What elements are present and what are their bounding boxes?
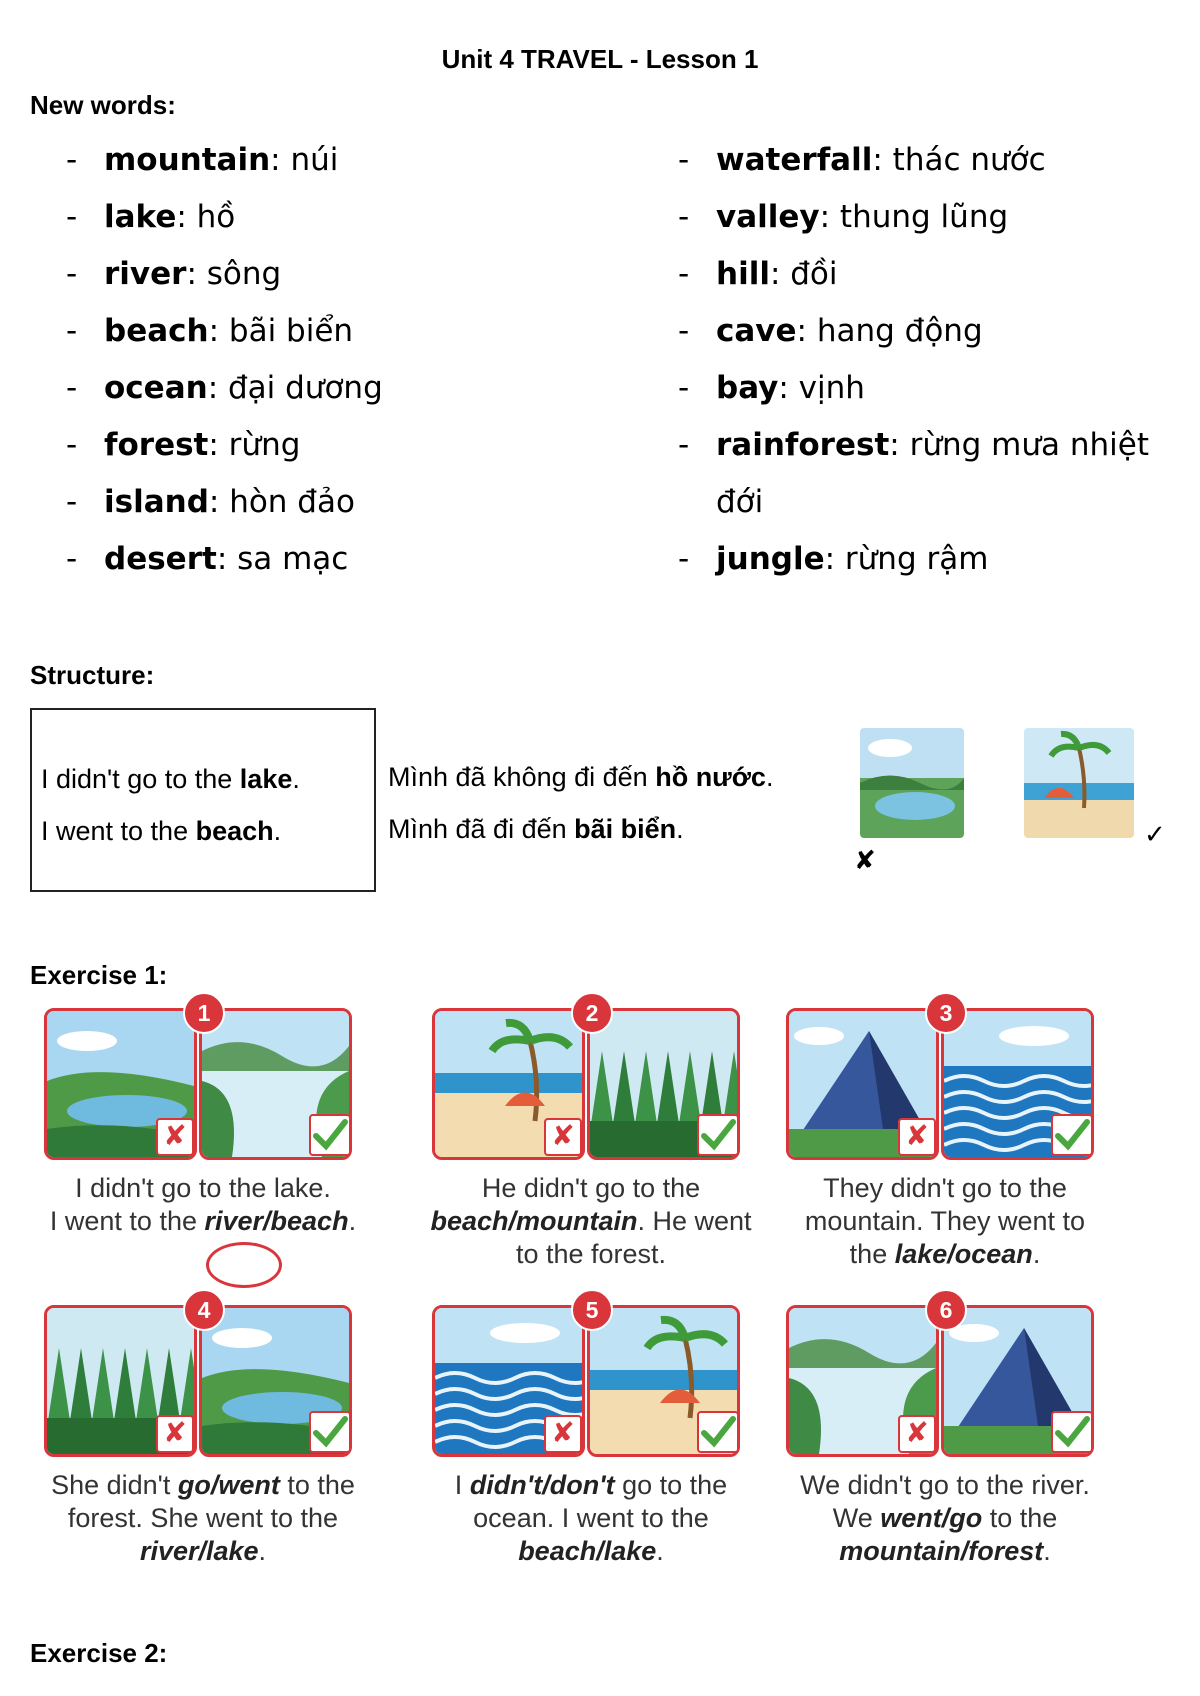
vocab-word: bay <box>716 370 779 406</box>
bullet-dash: - <box>66 199 78 235</box>
answer-choice[interactable]: didn't/don't <box>469 1470 615 1500</box>
answer-choice[interactable]: beach/mountain <box>430 1206 638 1236</box>
structure-box <box>30 708 376 892</box>
vocab-meaning: : sông <box>186 256 282 292</box>
bullet-dash: - <box>66 370 78 406</box>
check-icon <box>697 1411 739 1453</box>
bullet-dash: - <box>678 199 690 235</box>
vocab-item-jungle <box>678 541 988 577</box>
vocab-item-bay <box>678 370 865 406</box>
vocab-item-waterfall <box>678 142 1046 178</box>
caption-text: . He went <box>637 1206 752 1236</box>
structure-vi-line1: Mình đã không đi đến hồ nước. <box>388 762 774 792</box>
vocab-item-rainforest <box>678 427 1149 463</box>
vocab-word: ocean <box>104 370 208 406</box>
vocab-word: waterfall <box>716 142 873 178</box>
bullet-dash: - <box>678 370 690 406</box>
caption-line <box>775 1535 1115 1568</box>
bullet-dash: - <box>678 427 690 463</box>
caption-text: go to the <box>614 1470 728 1500</box>
structure-heading: Structure: <box>30 660 155 690</box>
structure-en-line2: I went to the beach. <box>41 816 282 846</box>
caption-line <box>33 1535 373 1568</box>
check-icon <box>697 1114 739 1156</box>
vocab-word: lake <box>104 199 177 235</box>
bullet-dash: - <box>66 484 78 520</box>
page-title: Unit 4 TRAVEL - Lesson 1 <box>441 44 759 74</box>
caption-line <box>421 1502 761 1535</box>
bullet-dash: - <box>66 427 78 463</box>
vocab-word: mountain <box>104 142 271 178</box>
vocab-meaning: : núi <box>270 142 339 178</box>
exercise2-heading: Exercise 2: <box>30 1638 168 1668</box>
answer-circle <box>206 1242 282 1288</box>
caption-text: He didn't go to the <box>481 1173 701 1203</box>
caption-text: the <box>849 1239 895 1269</box>
bullet-dash: - <box>66 142 78 178</box>
caption-text: They didn't go to the <box>823 1173 1067 1203</box>
vocab-meaning: : rừng mưa nhiệt <box>889 427 1149 463</box>
exercise1-heading: Exercise 1: <box>30 960 168 990</box>
answer-choice[interactable]: went/go <box>880 1503 983 1533</box>
caption-line <box>33 1172 373 1205</box>
vocab-item-ocean <box>66 370 383 406</box>
exercise1-card-1 <box>44 1000 362 1160</box>
vocab-meaning: : sa mạc <box>216 541 349 577</box>
vocab-item-river <box>66 256 281 292</box>
caption-line <box>33 1205 373 1238</box>
exercise1-caption-3 <box>775 1172 1115 1271</box>
structure-vi-line2: Mình đã đi đến bãi biển. <box>388 814 684 844</box>
check-icon <box>309 1114 351 1156</box>
beach-thumbnail <box>1024 728 1134 838</box>
caption-line <box>775 1469 1115 1502</box>
exercise1-card-5 <box>432 1297 750 1457</box>
caption-text: We didn't go to the river. <box>800 1470 1090 1500</box>
caption-line <box>775 1238 1115 1271</box>
caption-text: to the <box>279 1470 355 1500</box>
item-number-badge: 6 <box>925 1289 967 1331</box>
exercise1-card-4 <box>44 1297 362 1457</box>
caption-line <box>421 1535 761 1568</box>
item-number-badge: 1 <box>183 992 225 1034</box>
vocab-item-cave <box>678 313 983 349</box>
cross-icon: ✘ <box>156 1118 194 1156</box>
check-icon <box>1051 1411 1093 1453</box>
vocab-meaning: : hồ <box>176 199 236 235</box>
vocab-meaning: : hòn đảo <box>208 484 355 520</box>
cross-icon: ✘ <box>156 1415 194 1453</box>
vocab-word: forest <box>104 427 209 463</box>
caption-line <box>33 1469 373 1502</box>
bullet-dash: - <box>678 541 690 577</box>
bullet-dash: - <box>66 541 78 577</box>
vocab-item-mountain <box>66 142 338 178</box>
vocab-meaning: : đồi <box>769 256 838 292</box>
caption-text: . <box>258 1536 267 1566</box>
vocab-item-forest <box>66 427 300 463</box>
vocab-meaning-continued: đới <box>716 484 764 520</box>
exercise1-caption-6 <box>775 1469 1115 1568</box>
vocab-item-lake <box>66 199 235 235</box>
exercise1-card-6 <box>786 1297 1104 1457</box>
caption-text: . <box>1032 1239 1041 1269</box>
vocab-item-hill <box>678 256 838 292</box>
check-icon <box>309 1411 351 1453</box>
vocab-item-desert <box>66 541 348 577</box>
vocab-word: rainforest <box>716 427 890 463</box>
cross-icon: ✘ <box>544 1415 582 1453</box>
vocab-word: jungle <box>716 541 825 577</box>
caption-line <box>775 1205 1115 1238</box>
bullet-dash: - <box>678 313 690 349</box>
item-number-badge: 3 <box>925 992 967 1034</box>
cross-icon: ✘ <box>898 1118 936 1156</box>
exercise1-caption-1 <box>33 1172 373 1238</box>
caption-text: I <box>454 1470 470 1500</box>
vocab-word: valley <box>716 199 820 235</box>
exercise1-caption-5 <box>421 1469 761 1568</box>
caption-text: We <box>832 1503 881 1533</box>
vocab-meaning: : rừng rậm <box>824 541 989 577</box>
vocab-word: cave <box>716 313 797 349</box>
exercise1-caption-2 <box>421 1172 761 1271</box>
exercise1-card-3 <box>786 1000 1104 1160</box>
caption-text: forest. She went to the <box>67 1503 339 1533</box>
structure-en-line1: I didn't go to the lake. <box>41 764 300 794</box>
caption-text: to the forest. <box>515 1239 667 1269</box>
caption-line <box>421 1469 761 1502</box>
vocab-word: hill <box>716 256 770 292</box>
lake-thumbnail <box>860 728 964 838</box>
caption-line <box>33 1502 373 1535</box>
bullet-dash: - <box>66 256 78 292</box>
cross-mark: ✘ <box>854 846 876 876</box>
vocab-meaning: : thung lũng <box>819 199 1009 235</box>
vocab-word: river <box>104 256 187 292</box>
caption-line <box>421 1205 761 1238</box>
item-number-badge: 4 <box>183 1289 225 1331</box>
vocab-meaning: : bãi biển <box>208 313 354 349</box>
caption-text: ocean. I went to the <box>473 1503 709 1533</box>
answer-choice[interactable]: go/went <box>177 1470 280 1500</box>
caption-text: . <box>656 1536 664 1566</box>
caption-text: I didn't go to the lake. <box>75 1173 331 1203</box>
caption-line <box>775 1502 1115 1535</box>
exercise1-card-2 <box>432 1000 750 1160</box>
bullet-dash: - <box>678 256 690 292</box>
vocab-meaning: : đại dương <box>207 370 383 406</box>
caption-text: She didn't <box>51 1470 178 1500</box>
caption-text: . <box>1043 1536 1051 1566</box>
item-number-badge: 2 <box>571 992 613 1034</box>
answer-choice[interactable]: mountain/forest <box>839 1536 1044 1566</box>
vocab-item-island <box>66 484 355 520</box>
vocab-word: beach <box>104 313 209 349</box>
answer-choice[interactable]: beach/lake <box>518 1536 657 1566</box>
caption-text: I went to the <box>49 1206 205 1236</box>
cross-icon: ✘ <box>544 1118 582 1156</box>
caption-text: to the <box>982 1503 1058 1533</box>
exercise1-caption-4 <box>33 1469 373 1568</box>
caption-line <box>421 1238 761 1271</box>
answer-choice[interactable]: lake/ocean <box>894 1239 1033 1269</box>
caption-line <box>421 1172 761 1205</box>
vocab-item-valley <box>678 199 1008 235</box>
vocab-item-beach <box>66 313 353 349</box>
new-words-heading: New words: <box>30 90 176 120</box>
check-icon <box>1051 1114 1093 1156</box>
caption-text: . <box>348 1206 357 1236</box>
bullet-dash: - <box>678 142 690 178</box>
check-mark: ✓ <box>1144 820 1166 850</box>
cross-icon: ✘ <box>898 1415 936 1453</box>
vocab-meaning: : rừng <box>208 427 301 463</box>
item-number-badge: 5 <box>571 1289 613 1331</box>
caption-line <box>775 1172 1115 1205</box>
vocab-word: desert <box>104 541 217 577</box>
answer-choice[interactable]: river/beach <box>204 1206 349 1236</box>
vocab-word: island <box>104 484 209 520</box>
vocab-meaning: : vịnh <box>778 370 865 406</box>
answer-choice[interactable]: river/lake <box>139 1536 259 1566</box>
caption-text: mountain. They went to <box>804 1206 1086 1236</box>
vocab-meaning: : thác nước <box>872 142 1046 178</box>
vocab-meaning: : hang động <box>796 313 983 349</box>
bullet-dash: - <box>66 313 78 349</box>
